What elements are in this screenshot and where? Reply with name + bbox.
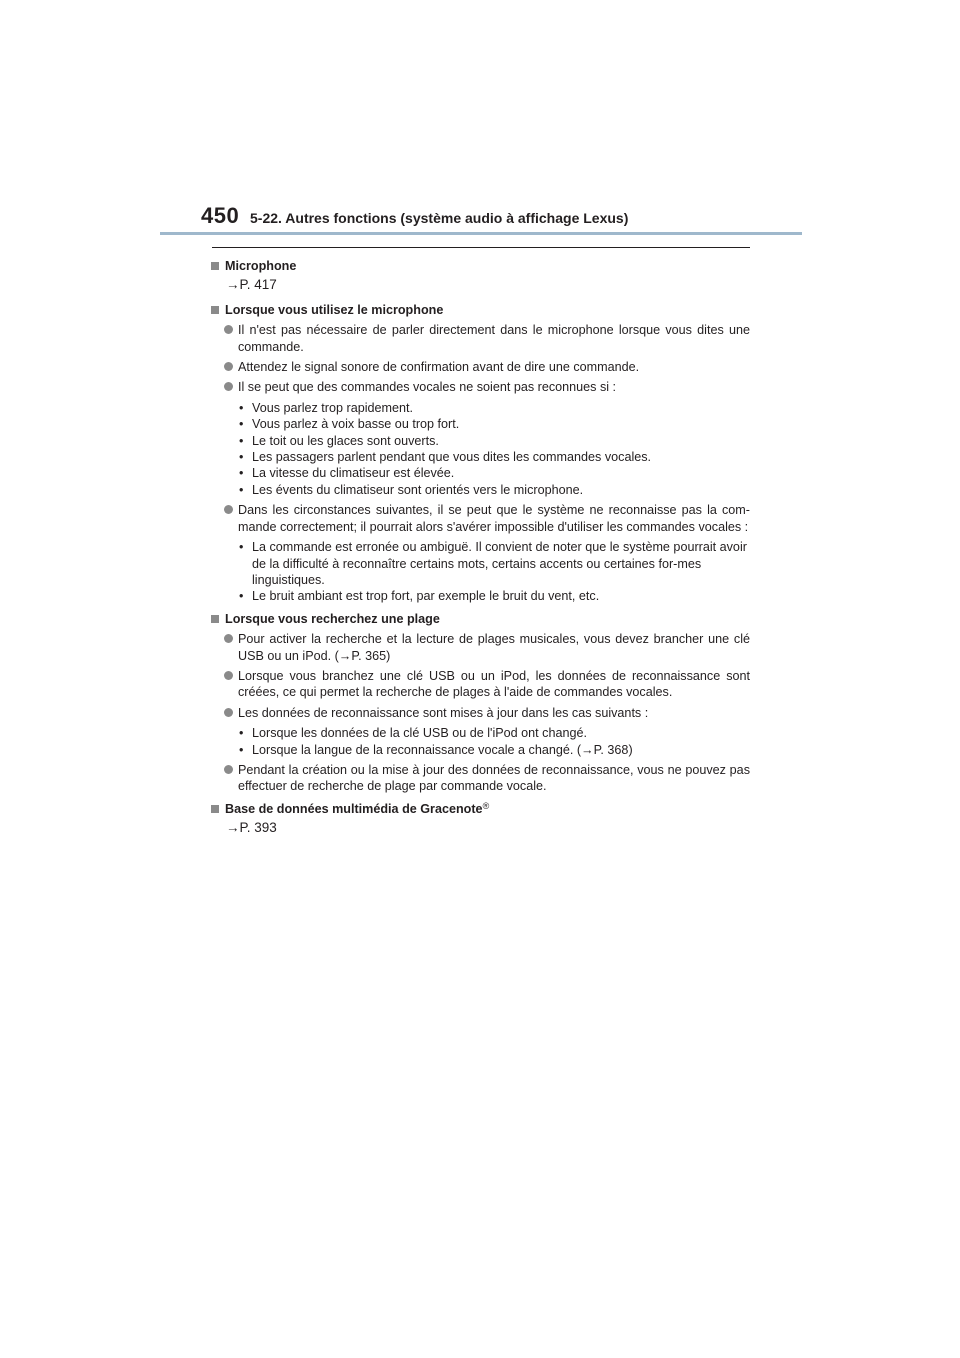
small-bullet-icon: • <box>239 400 244 415</box>
sub-list-item <box>210 742 750 758</box>
sub-list <box>210 400 750 498</box>
small-bullet-icon: • <box>239 589 244 604</box>
sub-list-item-text: Lorsque les données de la clé USB ou de l'iPod ont changé. <box>252 726 587 741</box>
section-gracenote <box>210 801 750 837</box>
header-rule <box>160 232 802 235</box>
small-bullet-icon: • <box>239 466 244 481</box>
section-title <box>210 302 750 318</box>
section-title-text: Microphone <box>225 259 297 273</box>
page-reference-link[interactable]: →P. 393 <box>226 820 277 836</box>
sub-list-item <box>210 400 750 416</box>
round-bullet-icon <box>224 765 233 774</box>
sub-list-item <box>210 416 750 432</box>
round-bullet-icon <box>224 708 233 717</box>
list-item <box>210 705 750 758</box>
sub-list-item-text: La vitesse du climatiseur est élevée. <box>252 466 455 481</box>
sub-list-item-text: Vous parlez trop rapidement. <box>252 400 414 415</box>
small-bullet-icon: • <box>239 482 244 497</box>
section-title-text: Base de données multimédia de Gracenote <box>225 801 483 816</box>
small-bullet-icon: • <box>239 540 244 555</box>
section-title-text: Lorsque vous recherchez une plage <box>225 611 440 626</box>
page-number: 450 <box>201 203 240 228</box>
sub-list-item-text: Lorsque la langue de la reconnaissance vocale a changé. (→P. 368) <box>252 742 633 757</box>
list-item <box>210 631 750 664</box>
sub-list-item <box>210 588 750 604</box>
list-item-text: Lorsque vous branchez une clé USB ou un iPod, les données de reconnaissance sont créées, ce qui permet la recherche de plages à l'aide de commandes vocales. <box>238 668 750 700</box>
list-item <box>210 379 750 498</box>
section-track-search <box>210 611 750 795</box>
small-bullet-icon: • <box>239 726 244 741</box>
small-bullet-icon: • <box>239 450 244 465</box>
round-bullet-icon <box>224 362 233 371</box>
small-bullet-icon: • <box>239 433 244 448</box>
section-divider <box>212 247 750 248</box>
small-bullet-icon: • <box>239 417 244 432</box>
sub-list-item-text: Les évents du climatiseur sont orientés vers le microphone. <box>252 482 584 497</box>
list-item <box>210 502 750 604</box>
round-bullet-icon <box>224 325 233 334</box>
list-item <box>210 668 750 701</box>
list-item-text: Pendant la création ou la mise à jour des données de reconnaissance, vous ne pouvez pas effectuer de recherche de plage par commande vocale. <box>238 762 750 794</box>
sub-list-item <box>210 725 750 741</box>
sub-list-item <box>210 433 750 449</box>
sub-list <box>210 539 750 605</box>
sub-list-item-text: Le toit ou les glaces sont ouverts. <box>252 433 439 448</box>
section-title <box>210 258 750 274</box>
section-using-microphone <box>210 302 750 605</box>
registered-mark: ® <box>482 800 490 811</box>
list-item <box>210 762 750 795</box>
page-content <box>210 258 750 845</box>
round-bullet-icon <box>224 671 233 680</box>
list-item <box>210 322 750 355</box>
list-item-text: Il n'est pas nécessaire de parler directement dans le microphone lorsque vous dites une commande. <box>238 323 750 354</box>
round-bullet-icon <box>224 634 233 643</box>
sub-list-item-text: Les passagers parlent pendant que vous dites les commandes vocales. <box>252 450 652 465</box>
section-title-text: Lorsque vous utilisez le microphone <box>225 302 444 317</box>
list-item-text: Attendez le signal sonore de confirmation avant de dire une commande. <box>238 360 640 375</box>
square-bullet-icon <box>211 262 219 270</box>
sub-list-item <box>210 539 750 588</box>
list-item-text: Pour activer la recherche et la lecture de plages musicales, vous devez brancher une clé USB ou un iPod. (→P. 365) <box>238 632 750 663</box>
sub-list-item-text: La commande est erronée ou ambiguë. Il convient de noter que le système pourrait avoir de la difficulté à reconnaître certains mots, certains accents ou certaines for-mes linguistiques. <box>252 540 747 587</box>
square-bullet-icon <box>211 805 219 813</box>
section-title <box>210 801 750 817</box>
list-item-text: Il se peut que des commandes vocales ne soient pas reconnues si : <box>238 380 617 395</box>
sub-list-item <box>210 482 750 498</box>
square-bullet-icon <box>211 306 219 314</box>
chapter-title: 5-22. Autres fonctions (système audio à affichage Lexus) <box>250 210 629 226</box>
list-item-text: Les données de reconnaissance sont mises à jour dans les cas suivants : <box>238 705 649 720</box>
list-item-text: Dans les circonstances suivantes, il se peut que le système ne reconnaisse pas la com-mande correctement; il pourrait alors s'avérer impossible d'utiliser les commandes vocales : <box>238 503 750 534</box>
sub-list <box>210 725 750 758</box>
list-item <box>210 359 750 375</box>
sub-list-item <box>210 465 750 481</box>
section-microphone <box>210 258 750 294</box>
sub-list-item-text: Le bruit ambiant est trop fort, par exemple le bruit du vent, etc. <box>252 589 600 604</box>
round-bullet-icon <box>224 382 233 391</box>
small-bullet-icon: • <box>239 742 244 757</box>
sub-list-item-text: Vous parlez à voix basse ou trop fort. <box>252 417 460 432</box>
page-reference-link[interactable]: →P. 417 <box>226 277 277 293</box>
round-bullet-icon <box>224 505 233 514</box>
section-title <box>210 611 750 627</box>
square-bullet-icon <box>211 615 219 623</box>
sub-list-item <box>210 449 750 465</box>
